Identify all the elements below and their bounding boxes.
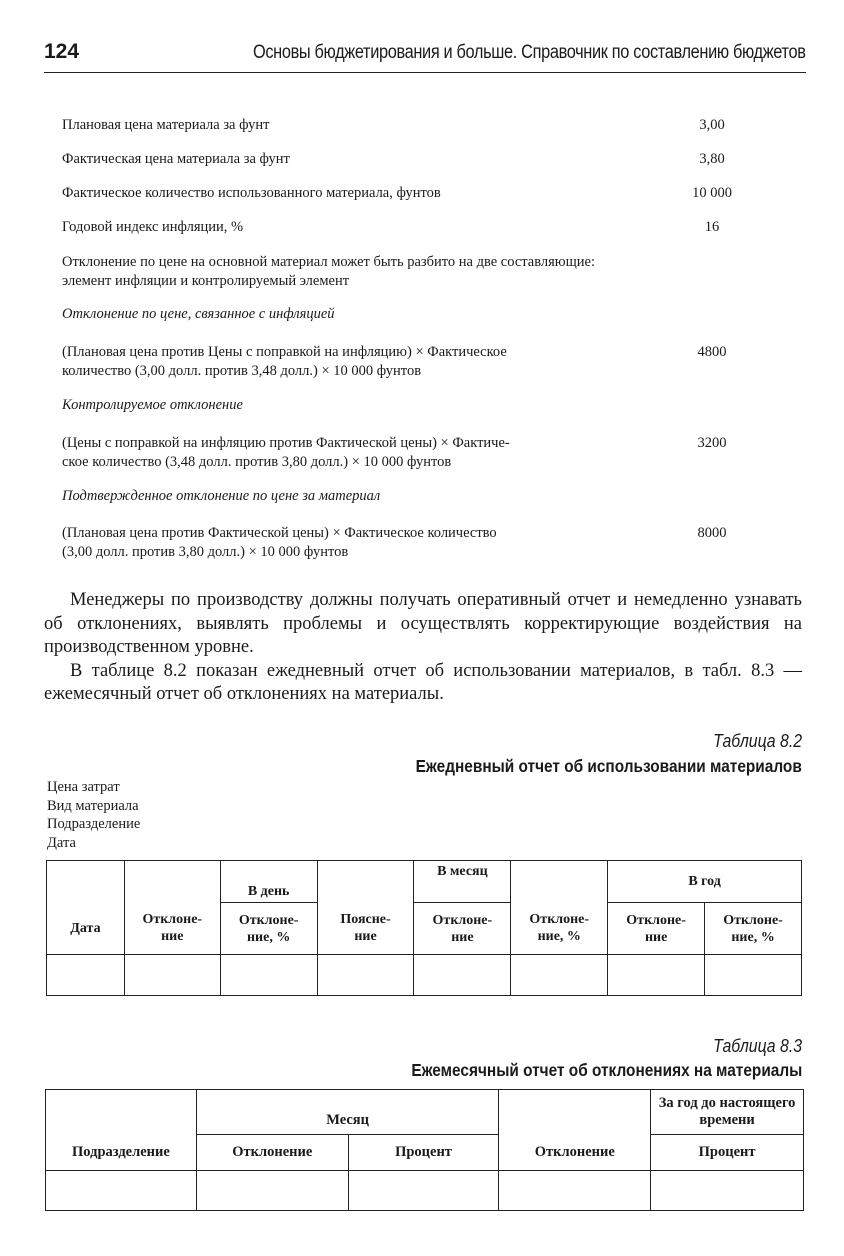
controllable-heading: Контролируемое отклонение	[62, 397, 243, 413]
page-header	[44, 38, 806, 73]
confirmed-heading: Подтвержденное отклонение по цене за материал	[62, 488, 381, 504]
table-cell	[651, 1171, 804, 1211]
header-group-year: В год	[608, 861, 802, 903]
calc-line: (Плановая цена против Цены с поправкой на инфляцию) × Фактическое	[62, 344, 507, 360]
split-note-line: элемент инфляции и контролируемый элемент	[62, 273, 350, 289]
running-title: Основы бюджетирования и больше. Справочник по составлению бюджетов	[253, 42, 806, 63]
table-cell	[511, 955, 608, 996]
header-ytd: За год до настоящего времени	[651, 1090, 804, 1135]
header-deviation-pct: Отклоне- ние, %	[511, 903, 608, 955]
meta-field: Дата	[47, 834, 76, 851]
table-caption: Таблица 8.2	[713, 731, 802, 751]
meta-field: Подразделение	[47, 816, 141, 832]
table-cell	[46, 1171, 197, 1211]
split-note	[62, 253, 682, 291]
row-value: 3,80	[699, 151, 725, 167]
table-cell	[124, 955, 220, 996]
table-cell	[348, 1171, 499, 1211]
header-group-month: В месяц	[414, 861, 511, 903]
table-cell	[47, 955, 125, 996]
body-paragraph: Менеджеры по производству должны получать оперативный отчет и немедленно узнавать об отклонениях, выявлять проблемы и осуществлять корректирующие воздействия на производственном уровне.	[44, 590, 802, 657]
split-note-line: Отклонение по цене на основной материал может быть разбито на две составляющие:	[62, 254, 596, 270]
header-deviation: Отклоне- ние	[124, 903, 220, 955]
body-text	[44, 589, 802, 707]
calc-line: (Цены с поправкой на инфляцию против Фактической цены) × Фактиче-	[62, 435, 510, 451]
table-cell	[499, 1171, 651, 1211]
daily-usage-table	[46, 860, 802, 996]
header-deviation-pct: Отклоне- ние, %	[220, 903, 317, 955]
row-label: Фактическая цена материала за фунт	[62, 151, 290, 167]
calc-line: количество (3,00 долл. против 3,48 долл.) × 10 000 фунтов	[62, 363, 422, 379]
header-deviation-pct: Отклоне- ние, %	[705, 903, 802, 955]
row-label: Фактическое количество использованного материала, фунтов	[62, 185, 441, 201]
table-cell	[220, 955, 317, 996]
row-label: Плановая цена материала за фунт	[62, 117, 270, 133]
row-label: Годовой индекс инфляции, %	[62, 219, 244, 235]
table-cell	[608, 955, 705, 996]
header-month: Месяц	[196, 1090, 499, 1135]
table-cell	[317, 955, 414, 996]
table-cell	[414, 955, 511, 996]
monthly-variance-table	[45, 1089, 804, 1211]
row-value: 10 000	[692, 185, 732, 201]
header-percent: Процент	[348, 1135, 499, 1171]
header-division: Подразделение	[46, 1135, 197, 1171]
header-deviation: Отклоне- ние	[414, 903, 511, 955]
table-cell	[196, 1171, 348, 1211]
body-paragraph: В таблице 8.2 показан ежедневный отчет об использовании материалов, в табл. 8.3 — ежемесячный отчет об отклонениях на материалы.	[44, 660, 802, 704]
table-row	[46, 1171, 804, 1211]
header-group-day: В день	[220, 861, 317, 903]
calc-value: 3200	[697, 435, 727, 451]
report-meta	[47, 778, 140, 852]
table-row	[47, 955, 802, 996]
calc-value: 4800	[697, 344, 727, 360]
table-title: Ежемесячный отчет об отклонениях на материалы	[411, 1060, 802, 1080]
header-deviation: Отклонение	[499, 1135, 651, 1171]
header-percent: Процент	[651, 1135, 804, 1171]
calc-line: (3,00 долл. против 3,80 долл.) × 10 000 фунтов	[62, 544, 349, 560]
calc-line: (Плановая цена против Фактической цены) × Фактическое количество	[62, 525, 497, 541]
table-title: Ежедневный отчет об использовании материалов	[415, 756, 802, 776]
row-value: 16	[704, 219, 720, 235]
meta-field: Вид материала	[47, 797, 139, 814]
meta-field: Цена затрат	[47, 779, 120, 795]
table-cell	[705, 955, 802, 996]
calc-value: 8000	[697, 525, 727, 541]
header-deviation: Отклоне- ние	[608, 903, 705, 955]
page-number: 124	[44, 40, 80, 63]
header-explanation: Поясне- ние	[317, 903, 414, 955]
header-date: Дата	[47, 903, 125, 955]
inflation-heading: Отклонение по цене, связанное с инфляцией	[62, 306, 335, 322]
row-value: 3,00	[699, 117, 725, 133]
table-caption: Таблица 8.3	[713, 1036, 802, 1056]
header-deviation: Отклонение	[196, 1135, 348, 1171]
calc-line: ское количество (3,48 долл. против 3,80 долл.) × 10 000 фунтов	[62, 454, 452, 470]
